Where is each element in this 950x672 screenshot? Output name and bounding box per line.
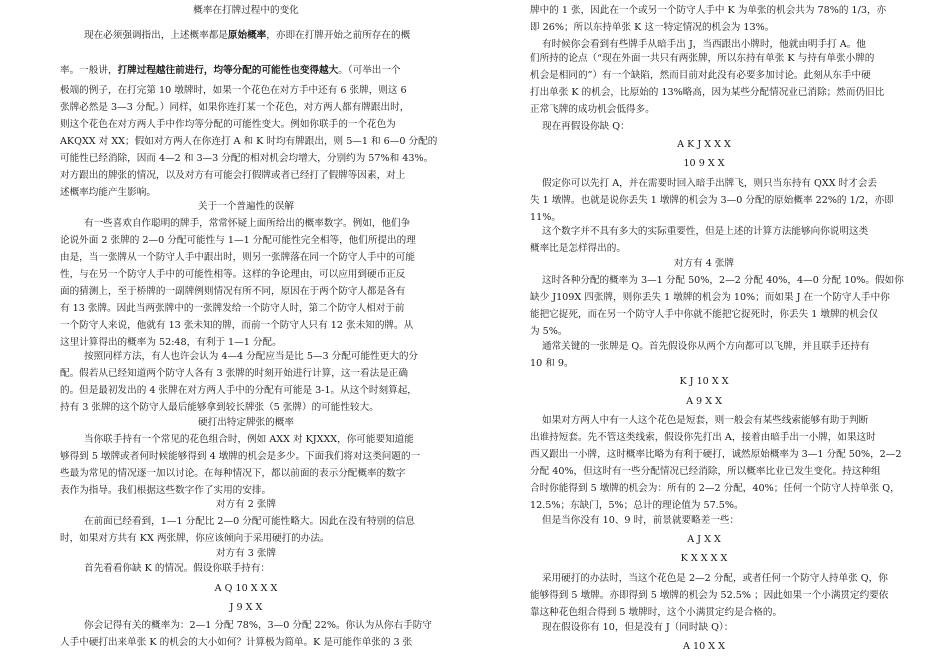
text-line: 机会是相同的”）有一个缺陷，然而目前对此没有必要多加讨论。此刻从东手中硬 bbox=[530, 70, 871, 81]
text-line: 采用硬打的办法时，当这个花色是 2—2 分配，或者任何一个防守人持单张 Q，你 bbox=[542, 573, 888, 584]
heading-line: A 10 X X bbox=[683, 641, 725, 652]
heading-line: 对方有 2 张牌 bbox=[215, 499, 277, 510]
text-line: 按照同样方法，有人也许会认为 4—4 分配应当是比 5—3 分配可能性更大的分 bbox=[84, 351, 419, 362]
text-line: 的。但是最初发出的 4 张牌在对方两人手中的分配有可能是 3-1。从这个时刻算起， bbox=[60, 385, 417, 396]
heading-line: A 9 X X bbox=[686, 396, 722, 407]
text-line: 11%。 bbox=[530, 212, 561, 223]
text-line: 当你联手持有一个常见的花色组合时，例如 AXX 对 KJXXX，你可能要知道能 bbox=[84, 434, 414, 445]
heading-line: A K J X X X bbox=[677, 139, 731, 150]
text-line: 持有 3 张牌的这个防守人最后能够拿到较长牌张（5 张牌）的可能性较大。 bbox=[60, 402, 379, 413]
text-line: 表作为指导。我们根据这些数字作了实用的安排。 bbox=[60, 485, 272, 496]
heading-line: 硬打出特定牌张的概率 bbox=[198, 417, 294, 428]
text-line: 在前面已经看到，1—1 分配比 2—0 分配可能性略大。因此在没有特别的信息 bbox=[84, 516, 415, 527]
text-line: 由是，当一张牌从一个防守人手中跟出时，则另一张牌落在同一个防守人手中的可能 bbox=[60, 252, 415, 263]
text-line: 12.5%；东缺门，5%；总计的理论值为 57.5%。 bbox=[530, 500, 744, 511]
text-line: 你会记得有关的概率为：2—1 分配 78%，3—0 分配 22%。你认为从你右手防守 bbox=[84, 620, 432, 631]
text-line: 缺少 J109X 四张牌，则你丢失 1 墩牌的机会为 10%；而如果 J 在一个防守人手中你 bbox=[530, 292, 890, 303]
heading-line: A Q 10 X X X bbox=[214, 583, 278, 594]
text-line: 对方跟出的牌张的情况，以及对方有可能会打假牌或者已经打了假牌等因素，对上 bbox=[60, 170, 406, 181]
text-line: 现在必须强调指出，上述概率都是原始概率，亦即在打牌开始之前所存在的概 bbox=[84, 30, 411, 41]
text-line: 现在再假设你缺 Q： bbox=[542, 121, 630, 132]
text-line: 则这个花色在对方两人手中作均等分配的可能性变大。例如你联手的一个花色为 bbox=[60, 119, 396, 130]
text-line: 这里计算得出的概率为 52:48，有利于 1—1 分配。 bbox=[60, 337, 282, 348]
text-line: 们所持的论点（“现在外面一共只有两张牌，所以东持有单张 K 与持有单张小牌的 bbox=[530, 53, 875, 64]
heading-line: K X X X X bbox=[680, 553, 728, 564]
text-line: 人手中硬打出来单张 K 的机会的大小如何？计算极为简单。K 是可能作单张的 3 张 bbox=[60, 637, 413, 648]
text-line: 10 和 9。 bbox=[530, 358, 574, 369]
text-line: 率。一般讲，打牌过程越往前进行，均等分配的可能性也变得越大。（可举出一个 bbox=[60, 65, 401, 76]
heading-line: J 9 X X bbox=[229, 602, 263, 613]
text-line: 能够得到 5 墩牌。亦即得到 5 墩牌的机会为 52.5% ；因此如果一个小满贯定约要依 bbox=[530, 590, 889, 601]
heading-line: 10 9 X X bbox=[683, 158, 725, 169]
text-line: 西又跟出一小牌，这时概率比略为有利于硬打，诚然原始概率为 3—1 分配 50%，2—2 bbox=[530, 449, 902, 460]
text-line: 概率比是怎样得出的。 bbox=[530, 243, 626, 254]
heading-line: A J X X bbox=[687, 534, 721, 545]
text-line: 论说外面 2 张牌的 2—0 分配可能性与 1—1 分配可能性完全相等，他们所提出的理 bbox=[60, 235, 416, 246]
text-line: 有时候你会看到有些牌手从暗手出 J，当西跟出小牌时，他就由明手打 A。他 bbox=[542, 39, 866, 50]
text-line: 有一些喜欢自作聪明的牌手，常常怀疑上面所给出的概率数字。例如，他们争 bbox=[84, 218, 411, 229]
text-line: 配。假若从已经知道两个防守人各有 3 张牌的时刻开始进行计算，这一看法是正确 bbox=[60, 368, 408, 379]
text-line: AKQXX 对 XX；假如对方两人在你连打 A 和 K 时均有牌跟出，则 5—1 和 6—0 分配的 bbox=[60, 136, 438, 147]
text-line: 即 26%；所以东持单张 K 这一特定情况的机会为 13%。 bbox=[530, 22, 775, 33]
text-line: 但是当你没有 10、9 时，前景就要略差一些： bbox=[542, 515, 740, 526]
text-line: 现在假设你有 10，但是没有 J（同时缺 Q）： bbox=[542, 622, 734, 633]
emphasis-text: 原始概率 bbox=[227, 30, 267, 41]
text-line: 首先看看你缺 K 的情况。假设你联手持有： bbox=[84, 563, 270, 574]
text-line: 如果对方两人中有一人这个花色是短套，则一般会有某些线索能够有助于判断 bbox=[542, 415, 869, 426]
text-line: 极端的例子，在打完第 10 墩牌时，如果一个花色在对方手中还有 6 张牌，则这 6 bbox=[60, 85, 407, 96]
text-line: 一个防守人来说，他就有 13 张未知的牌，而前一个防守人只有 12 张未知的牌。从 bbox=[60, 320, 414, 331]
emphasis-text: 打牌过程越往前进行，均等分配的可能性也变得越大 bbox=[117, 65, 339, 76]
text-line: 通常关键的一张牌是 Q。首先假设你从两个方向都可以飞牌，并且联手还持有 bbox=[542, 341, 870, 352]
text-line: 牌中的 1 张，因此在一个或另一个防守人手中 K 为单张的机会共为 78%的 1/3，亦 bbox=[530, 5, 887, 16]
text-line: 够得到 5 墩牌或者何时候能够得到 4 墩牌的机会是多少。下面我们将对这类问题的一 bbox=[60, 451, 421, 462]
text-line: 面的猜测上，至于桥牌的一副牌例则情况有所不同，原因在于两个防守人都是各有 bbox=[60, 286, 406, 297]
text-line: 述概率均能产生影响。 bbox=[60, 187, 156, 198]
heading-line: 对方有 3 张牌 bbox=[215, 548, 277, 559]
text-line: 些最为常见的情况逐一加以讨论。在每种情况下，都以前面的表示分配概率的数字 bbox=[60, 468, 406, 479]
text-line: 能把它捉死，而在另一个防守人手中你就不能把它捉死时，你丢失 1 墩牌的机会仅 bbox=[530, 309, 878, 320]
text-line: 这个数字并不具有多大的实际重要性，但是上述的计算方法能够向你说明这类 bbox=[542, 226, 869, 237]
text-line: 这时各种分配的概率为 3—1 分配 50%，2—2 分配 40%，4—0 分配 10%。假如你 bbox=[542, 275, 904, 286]
heading-line: 对方有 4 张牌 bbox=[673, 258, 735, 269]
text-line: 假定你可以先打 A，并在需要时回入暗手出牌飞，则只当东持有 QXX 时才会丢 bbox=[542, 178, 878, 189]
heading-line: K J 10 X X bbox=[679, 376, 729, 387]
text-line: 合时你能得到 5 墩牌的机会为：所有的 2—2 分配，40%；任何一个防守人持单张 Q， bbox=[530, 483, 900, 494]
heading-line: 概率在打牌过程中的变化 bbox=[193, 5, 299, 16]
text-line: 张牌必然是 3—3 分配。）同样，如果你连打某一个花色，对方两人都有牌跟出时， bbox=[60, 102, 410, 113]
text-line: 正常飞牌的成功机会低得多。 bbox=[530, 104, 655, 115]
text-line: 时，如果对方共有 KX 两张牌，你应该倾向于采用硬打的办法。 bbox=[60, 533, 330, 544]
text-line: 可能性已经消除，因而 4—2 和 3—3 分配的相对机会均增大，分别约为 57%和 43%。 bbox=[60, 153, 434, 164]
text-line: 出谁持短套。先不管这类线索，假设你先打出 A，接着由暗手出一小牌，如果这时 bbox=[530, 432, 876, 443]
text-line: 打出单张 K 的机会，比原始的 13%略高，因为某些分配情况业已消除；然而仍旧比 bbox=[530, 87, 885, 98]
text-line: 性，与在另一个防守人手中的可能性相等。这样的争论理由，可以应用到硬币正反 bbox=[60, 269, 406, 280]
heading-line: 关于一个普遍性的误解 bbox=[198, 201, 294, 212]
text-line: 失 1 墩牌。也就是说你丢失 1 墩牌的机会为 3—0 分配的原始概率 22%的 1/2，亦即 bbox=[530, 195, 894, 206]
text-line: 为 5%。 bbox=[530, 326, 568, 337]
text-line: 分配 40%，但这时有一些分配情况已经消除，所以概率比业已发生变化。持这种组 bbox=[530, 466, 881, 477]
text-line: 靠这种花色组合得到 5 墩牌时，这个小满贯定约是合格的。 bbox=[530, 607, 783, 618]
text-line: 有 13 张牌。因此当两张牌中的一张牌发给一个防守人时，第二个防守人相对于前 bbox=[60, 303, 405, 314]
